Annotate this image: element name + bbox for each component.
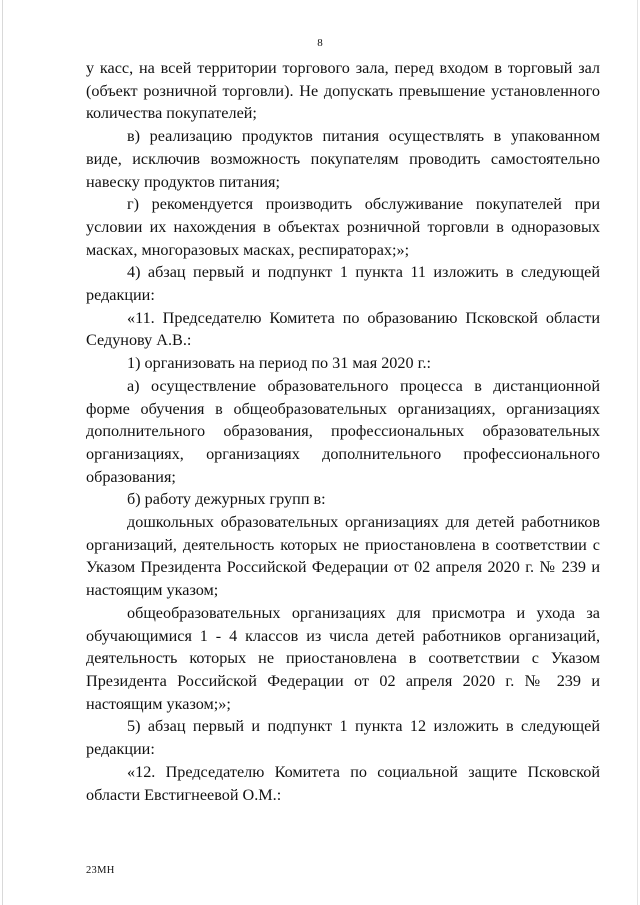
paragraph: дошкольных образовательных организациях для детей работников организаций, деятельность которых не приостановлена в соответствии с Указом Президента Российской Федерации от 02 апреля 2020 г. № 239 и настоящим указом; (86, 513, 600, 600)
paragraph: «11. Председателю Комитета по образованию Псковской области Седунову А.В.: (86, 308, 600, 350)
paragraph: 4) абзац первый и подпункт 1 пункта 11 изложить в следующей редакции: (86, 263, 600, 305)
paragraph: 5) абзац первый и подпункт 1 пункта 12 изложить в следующей редакции: (86, 717, 600, 759)
page-number: 8 (317, 37, 323, 49)
paragraph: у касс, на всей территории торгового зала, перед входом в торговый зал (объект розничной торговли). Не допускать превышение установленного количества покупателей; (86, 59, 600, 123)
footer-code: 23МН (86, 865, 115, 876)
paragraph: г) рекомендуется производить обслуживание покупателей при условии их нахождения в объектах розничной торговли в одноразовых масках, многоразовых масках, респираторах;»; (86, 195, 600, 259)
document-body (86, 57, 600, 806)
scan-edge-right (637, 0, 638, 905)
paragraph: в) реализацию продуктов питания осуществлять в упакованном виде, исключив возможность покупателям проводить самостоятельно навеску продуктов питания; (86, 127, 600, 191)
paragraph: «12. Председателю Комитета по социальной защите Псковской области Евстигнеевой О.М.: (86, 762, 600, 804)
scan-edge-left (2, 0, 3, 905)
paragraph: общеобразовательных организациях для присмотра и ухода за обучающимися 1 - 4 классов из числа детей работников организаций, деятельность которых не приостановлена в соответствии с Указом Президента Российской Федерации от 02 апреля 2020 г. № 239 и настоящим указом;»; (86, 603, 600, 713)
paragraph: а) осуществление образовательного процесса в дистанционной форме обучения в общеобразовательных организациях, организациях дополнительного образования, профессиональных образовательных организациях, организациях дополнительного профессионального образования; (86, 376, 600, 486)
paragraph: б) работу дежурных групп в: (127, 490, 326, 509)
paragraph: 1) организовать на период по 31 мая 2020 г.: (127, 354, 431, 373)
